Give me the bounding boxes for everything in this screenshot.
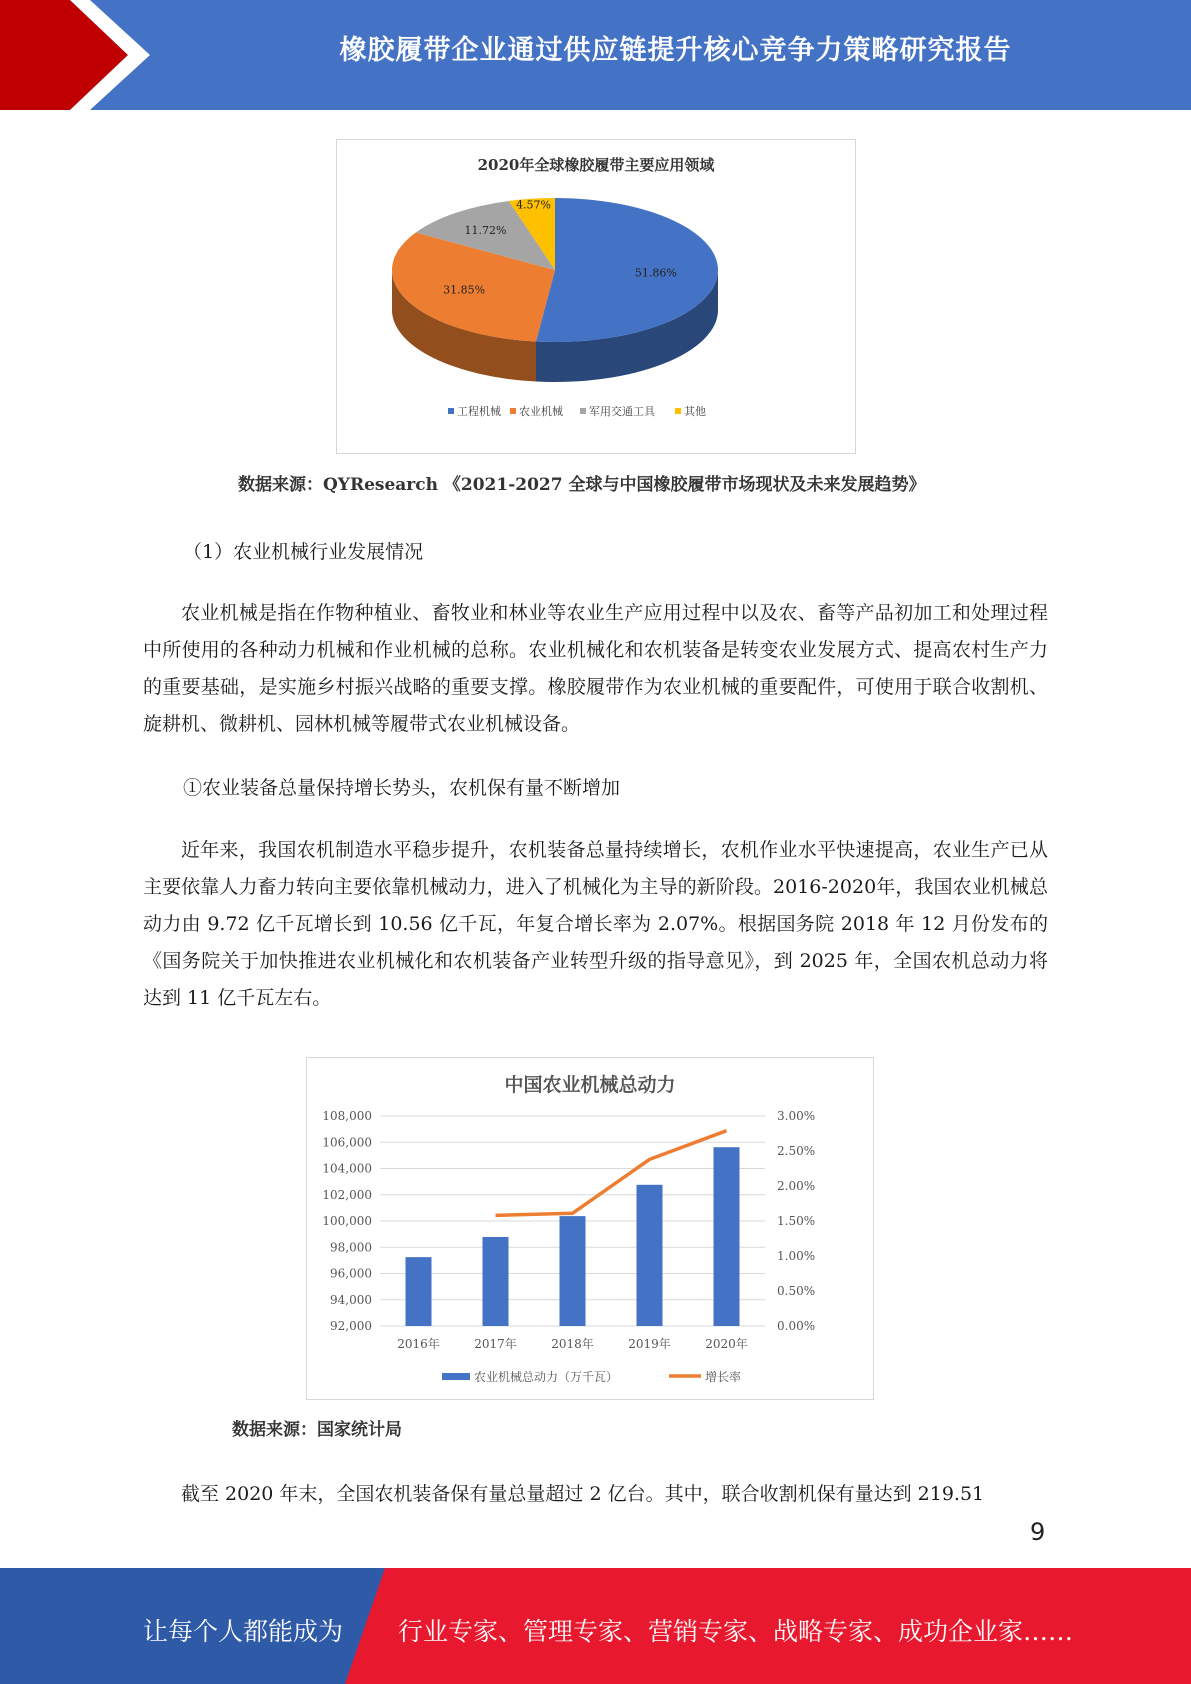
left-tick-label: 92,000 <box>330 1319 372 1333</box>
bar-chart-legend <box>442 1369 741 1384</box>
page-header <box>0 0 1191 110</box>
pie-chart-title: 2020年全球橡胶履带主要应用领域 <box>477 156 715 174</box>
x-axis-ticks <box>397 1336 748 1351</box>
report-title: 橡胶履带企业通过供应链提升核心竞争力策略研究报告 <box>339 35 1012 66</box>
bar-chart-frame <box>306 1057 874 1400</box>
pie-data-label-1: 31.85% <box>443 283 486 297</box>
right-tick-label: 3.00% <box>777 1109 816 1123</box>
pie-legend-label-3: 其他 <box>684 405 706 418</box>
legend-bar-label: 农业机械总动力（万千瓦） <box>474 1370 619 1384</box>
pie-chart-frame <box>336 139 856 454</box>
pie-legend-label-2: 军用交通工具 <box>589 405 655 418</box>
section-heading: （1）农业机械行业发展情况 <box>183 541 424 563</box>
pie-chart-source: 数据来源：QYResearch 《2021-2027 全球与中国橡胶履带市场现状及未来发展趋势》 <box>238 475 926 495</box>
bar-chart-source: 数据来源：国家统计局 <box>232 1420 402 1440</box>
pie-legend <box>448 404 706 418</box>
x-tick-label: 2018年 <box>551 1337 594 1351</box>
right-axis-ticks <box>777 1109 815 1333</box>
footer-slogan-left: 让每个人都能成为 <box>143 1617 344 1646</box>
x-tick-label: 2016年 <box>397 1337 440 1351</box>
bar-0 <box>406 1257 432 1326</box>
footer-slogan-right: 行业专家、管理专家、营销专家、战略专家、成功企业家…… <box>398 1617 1074 1646</box>
left-tick-label: 100,000 <box>322 1214 372 1228</box>
right-tick-label: 2.50% <box>777 1144 816 1158</box>
pie-legend-swatch-3 <box>675 408 681 414</box>
bar-3 <box>637 1185 663 1326</box>
left-axis-ticks <box>322 1109 372 1333</box>
left-tick-label: 106,000 <box>322 1135 372 1150</box>
legend-bar-swatch <box>442 1373 470 1380</box>
pie-slices <box>392 198 718 382</box>
bar-line-chart <box>307 1058 873 1399</box>
bar-series <box>406 1147 740 1326</box>
paragraph-1: 农业机械是指在作物种植业、畜牧业和林业等农业生产应用过程中以及农、畜等产品初加工和处理过程中所使用的各种动力机械和作业机械的总称。农业机械化和农机装备是转变农业发展方式、提高农村生产力的重要基础，是实施乡村振兴战略的重要支撑。橡胶履带作为农业机械的重要配件，可使用于联合收割机、旋耕机、微耕机、园林机械等履带式农业机械设备。 <box>143 602 1048 735</box>
left-tick-label: 98,000 <box>330 1240 372 1255</box>
bar-1 <box>483 1237 509 1326</box>
left-tick-label: 102,000 <box>322 1187 372 1202</box>
pie-legend-swatch-1 <box>510 408 516 414</box>
left-tick-label: 96,000 <box>330 1266 372 1281</box>
pie-data-label-0: 51.86% <box>634 266 677 280</box>
pie-data-label-3: 4.57% <box>516 198 552 212</box>
paragraph-2: 近年来，我国农机制造水平稳步提升，农机装备总量持续增长，农机作业水平快速提高，农业生产已从主要依靠人力畜力转向主要依靠机械动力，进入了机械化为主导的新阶段。2016-2020年，我国农业机械总动力由 9.72 亿千瓦增长到 10.56 亿千瓦，年复合增长率为 2.07%。根据国务院 2018 年 12 月份发布的《国务院关于加快推进农业机械化和农机装备产业转型升级的指导意见》，到 2025 年，全国农机总动力将达到 11 亿千瓦左右。 <box>143 839 1048 1009</box>
pie-legend-swatch-2 <box>580 408 586 414</box>
sub-heading: ①农业装备总量保持增长势头，农机保有量不断增加 <box>183 777 621 799</box>
pie-legend-label-0: 工程机械 <box>457 405 501 418</box>
bar-2 <box>560 1216 586 1326</box>
left-tick-label: 104,000 <box>322 1161 372 1176</box>
right-tick-label: 0.00% <box>777 1319 816 1333</box>
x-tick-label: 2017年 <box>474 1337 517 1351</box>
left-tick-label: 94,000 <box>330 1292 372 1307</box>
right-tick-label: 2.00% <box>777 1179 816 1193</box>
growth-rate-line <box>496 1131 727 1216</box>
right-tick-label: 1.50% <box>777 1214 816 1228</box>
x-tick-label: 2019年 <box>628 1337 671 1351</box>
pie-legend-swatch-0 <box>448 408 454 414</box>
x-tick-label: 2020年 <box>705 1337 748 1351</box>
legend-line-label: 增长率 <box>705 1370 742 1384</box>
pie-data-label-2: 11.72% <box>464 224 507 238</box>
bar-4 <box>714 1147 740 1326</box>
bar-chart-title: 中国农业机械总动力 <box>504 1074 676 1096</box>
growth-line-series <box>496 1131 727 1216</box>
pie-chart <box>337 140 855 453</box>
paragraph-3: 截至 2020 年末，全国农机装备保有量总量超过 2 亿台。其中，联合收割机保有量达到 219.51 <box>181 1483 985 1505</box>
page-footer <box>0 1568 1191 1684</box>
right-tick-label: 1.00% <box>777 1249 816 1263</box>
left-tick-label: 108,000 <box>322 1109 372 1123</box>
pie-legend-label-1: 农业机械 <box>519 405 563 418</box>
right-tick-label: 0.50% <box>777 1284 816 1298</box>
page-number: 9 <box>1030 1518 1046 1546</box>
